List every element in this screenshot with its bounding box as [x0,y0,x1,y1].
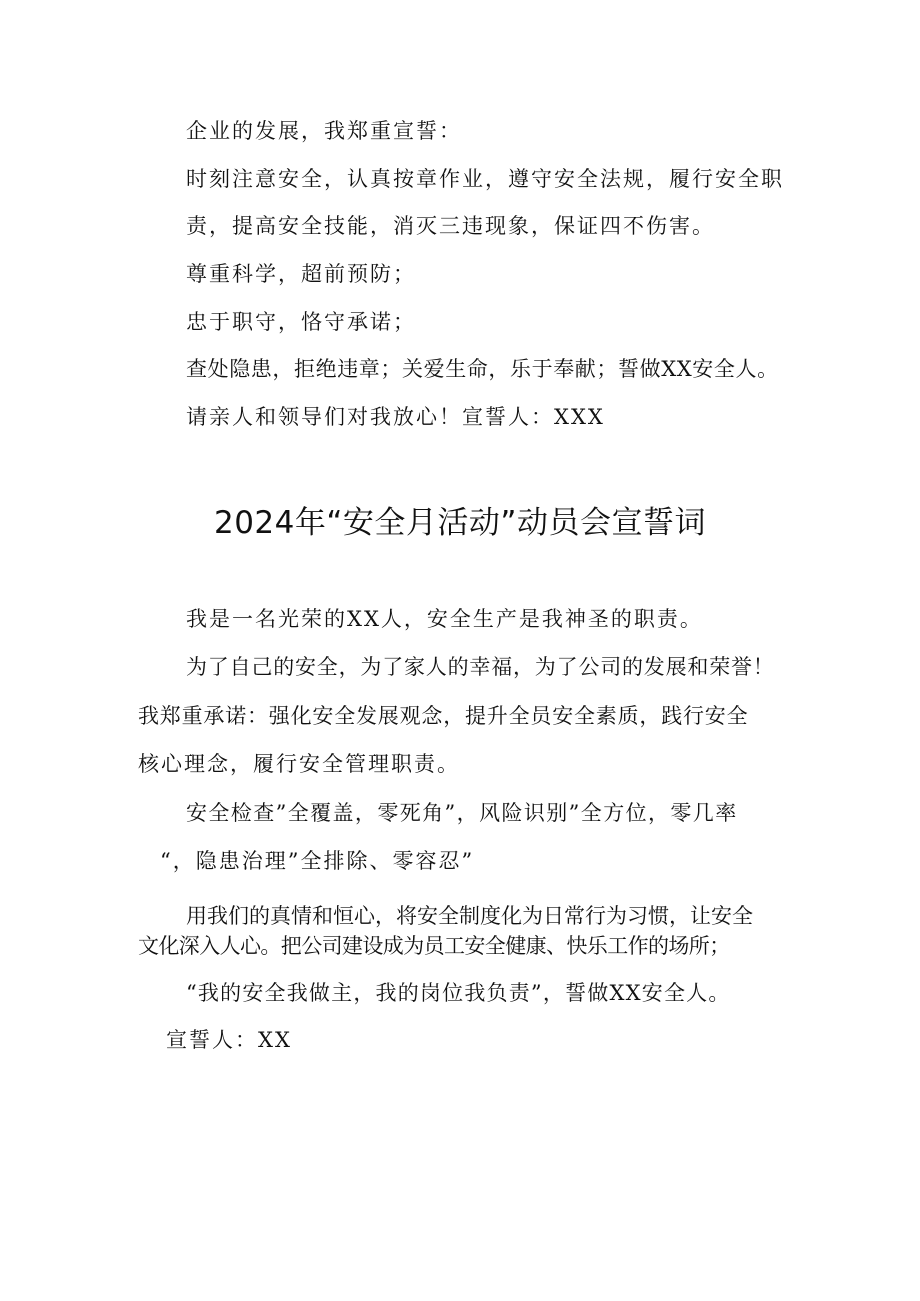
text-line: 企业的发展，我郑重宣誓： [186,119,462,143]
text-line: 文化深入人心。把公司建设成为员工安全健康、快乐工作的场所； [138,934,730,958]
text-line: 宣誓人：XX [166,1028,292,1052]
text-line: 我是一名光荣的XX人，安全生产是我神圣的职责。 [186,607,703,631]
text-line: 我郑重承诺：强化安全发展观念，提升全员安全素质，践行安全 [138,704,749,728]
text-line: 责，提高安全技能，消灭三违现象，保证四不伤害。 [186,214,715,238]
text-line: 时刻注意安全，认真按章作业，遵守安全法规，履行安全职 [186,167,784,191]
text-line: “我的安全我做主，我的岗位我负责”，誓做XX安全人。 [186,981,731,1005]
text-line: 忠于职守，恪守承诺； [186,310,416,334]
text-line: 为了自己的安全，为了家人的幸福，为了公司的发展和荣誉！ [186,655,775,679]
document-title: 2024年“安全月活动”动员会宣誓词 [213,505,706,541]
text-line: 查处隐患，拒绝违章；关爱生命，乐于奉献；誓做XX安全人。 [186,357,779,381]
text-line: “，隐患治理”全排除、零容忍” [160,849,475,873]
text-line: 尊重科学，超前预防； [186,262,416,286]
text-line: 安全检查”全覆盖，零死角”，风险识别”全方位，零几率 [186,801,738,825]
text-line: 核心理念，履行安全管理职责。 [138,752,460,776]
text-line: 用我们的真情和恒心，将安全制度化为日常行为习惯，让安全 [186,904,753,928]
text-line: 请亲人和领导们对我放心！宣誓人：XXX [186,405,605,429]
